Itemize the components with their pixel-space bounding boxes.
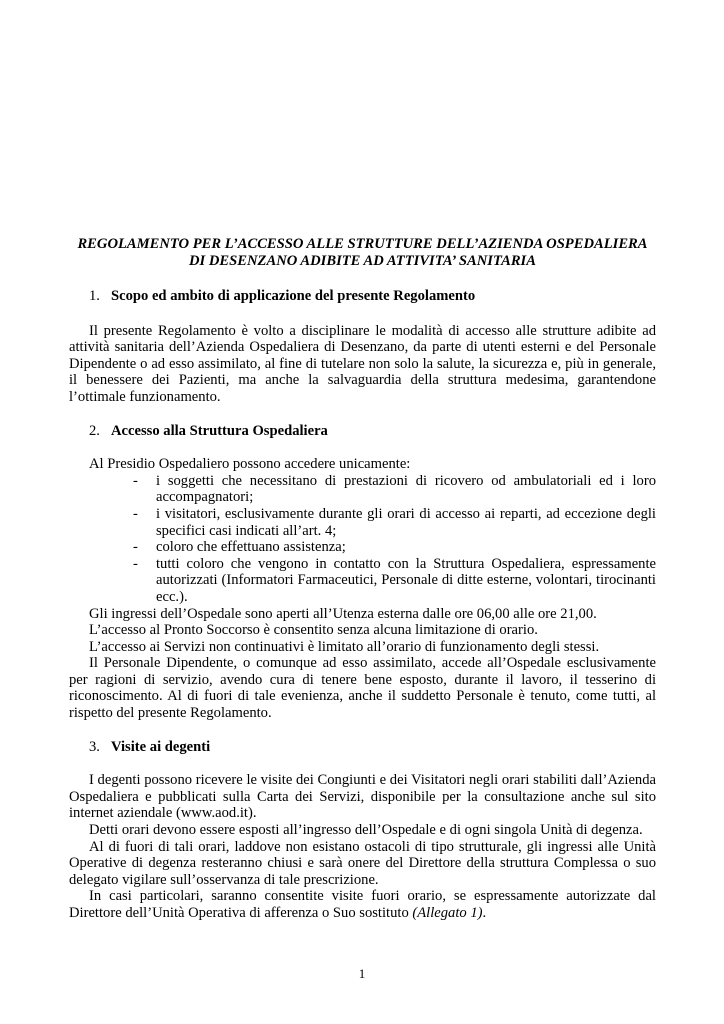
list-item bbox=[69, 506, 656, 539]
document-title bbox=[69, 236, 656, 269]
list-item bbox=[69, 539, 656, 556]
section-2-intro: Al Presidio Ospedaliero possono accedere unicamente: bbox=[89, 456, 411, 473]
visits-paragraph-4 bbox=[69, 888, 656, 921]
list-dash: - bbox=[133, 539, 138, 556]
title-line-2: DI DESENZANO ADIBITE AD ATTIVITA’ SANITARIA bbox=[189, 252, 536, 269]
visits-paragraph-1: I degenti possono ricevere le visite dei Congiunti e dei Visitatori negli orari stabiliti dall’Azienda Ospedaliera e pubblicati sulla Carta dei Servizi, disponibile per la consultazione anche sul sito internet aziendale (www.aod.it). bbox=[69, 772, 656, 822]
visits-paragraph-4-end: . bbox=[482, 905, 487, 921]
section-3-number: 3. bbox=[89, 738, 100, 755]
annex-reference: (Allegato 1) bbox=[412, 905, 483, 921]
opening-hours-line: Gli ingressi dell’Ospedale sono aperti all’Utenza esterna dalle ore 06,00 alle ore 21,00. bbox=[89, 605, 597, 622]
services-access-line: L’accesso ai Servizi non continuativi è limitato all’orario di funzionamento degli stessi. bbox=[89, 638, 600, 655]
emergency-access-line: L’accesso al Pronto Soccorso è consentito senza alcuna limitazione di orario. bbox=[89, 622, 538, 639]
list-dash: - bbox=[133, 505, 138, 522]
list-item-text: i soggetti che necessitano di prestazioni di ricovero od ambulatoriali ed i loro accompagnatori; bbox=[156, 472, 656, 506]
list-item bbox=[69, 473, 656, 506]
page-number: 1 bbox=[358, 966, 366, 981]
list-item-text: i visitatori, esclusivamente durante gli orari di accesso ai reparti, ad eccezione degli specifici casi indicati all’art. 4; bbox=[156, 505, 656, 539]
visits-paragraph-3: Al di fuori di tali orari, laddove non esistano ostacoli di tipo strutturale, gli ingressi alle Unità Operative di degenza resteranno chiusi e sarà onere del Direttore della struttura Complessa o suo delegato vigilare sull’osservanza di tale prescrizione. bbox=[69, 838, 656, 888]
staff-paragraph: Il Personale Dipendente, o comunque ad esso assimilato, accede all’Ospedale esclusivamente per ragioni di servizio, avendo cura di tenere bene esposto, durante il lavoro, il tesserino di riconoscimento. Al di fuori di tale evenienza, anche il suddetto Personale è tenuto, come tutti, al rispetto del presente Regolamento. bbox=[69, 655, 656, 722]
section-2-title: Accesso alla Struttura Ospedaliera bbox=[111, 422, 328, 439]
document-page bbox=[69, 236, 656, 922]
list-item bbox=[69, 556, 656, 606]
section-1-heading bbox=[69, 288, 656, 305]
section-1-title: Scopo ed ambito di applicazione del presente Regolamento bbox=[111, 288, 476, 304]
visits-paragraph-2: Detti orari devono essere esposti all’ingresso dell’Ospedale e di ogni singola Unità di degenza. bbox=[89, 822, 643, 839]
list-item-text: tutti coloro che vengono in contatto con la Struttura Ospedaliera, espressamente autorizzati (Informatori Farmaceutici, Personale di ditte esterne, volontari, tirocinanti ecc.). bbox=[156, 555, 656, 605]
list-item-text: coloro che effettuano assistenza; bbox=[156, 539, 346, 556]
section-3-title: Visite ai degenti bbox=[111, 738, 211, 755]
list-dash: - bbox=[133, 472, 138, 489]
section-1-paragraph: Il presente Regolamento è volto a disciplinare le modalità di accesso alle strutture adibite ad attività sanitaria dell’Azienda Ospedaliera di Desenzano, da parte di utenti esterni e del Personale Dipendente o ad esso assimilato, al fine di tutelare non solo la salute, la sicurezza e, più in generale, il benessere dei Pazienti, ma anche la salvaguardia della struttura medesima, garantendone l’ottimale funzionamento. bbox=[69, 322, 656, 405]
section-3-heading bbox=[69, 739, 656, 756]
list-dash: - bbox=[133, 555, 138, 572]
section-2-number: 2. bbox=[89, 422, 100, 439]
section-1-number: 1. bbox=[89, 288, 100, 304]
visits-paragraph-4-text: In casi particolari, saranno consentite visite fuori orario, se espressamente autorizzate dal Direttore dell’Unità Operativa di afferenza o Suo sostituto bbox=[69, 888, 656, 921]
title-line-1: REGOLAMENTO PER L’ACCESSO ALLE STRUTTURE DELL’AZIENDA OSPEDALIERA bbox=[77, 236, 648, 252]
section-2-heading bbox=[69, 423, 656, 440]
access-list bbox=[69, 473, 656, 606]
